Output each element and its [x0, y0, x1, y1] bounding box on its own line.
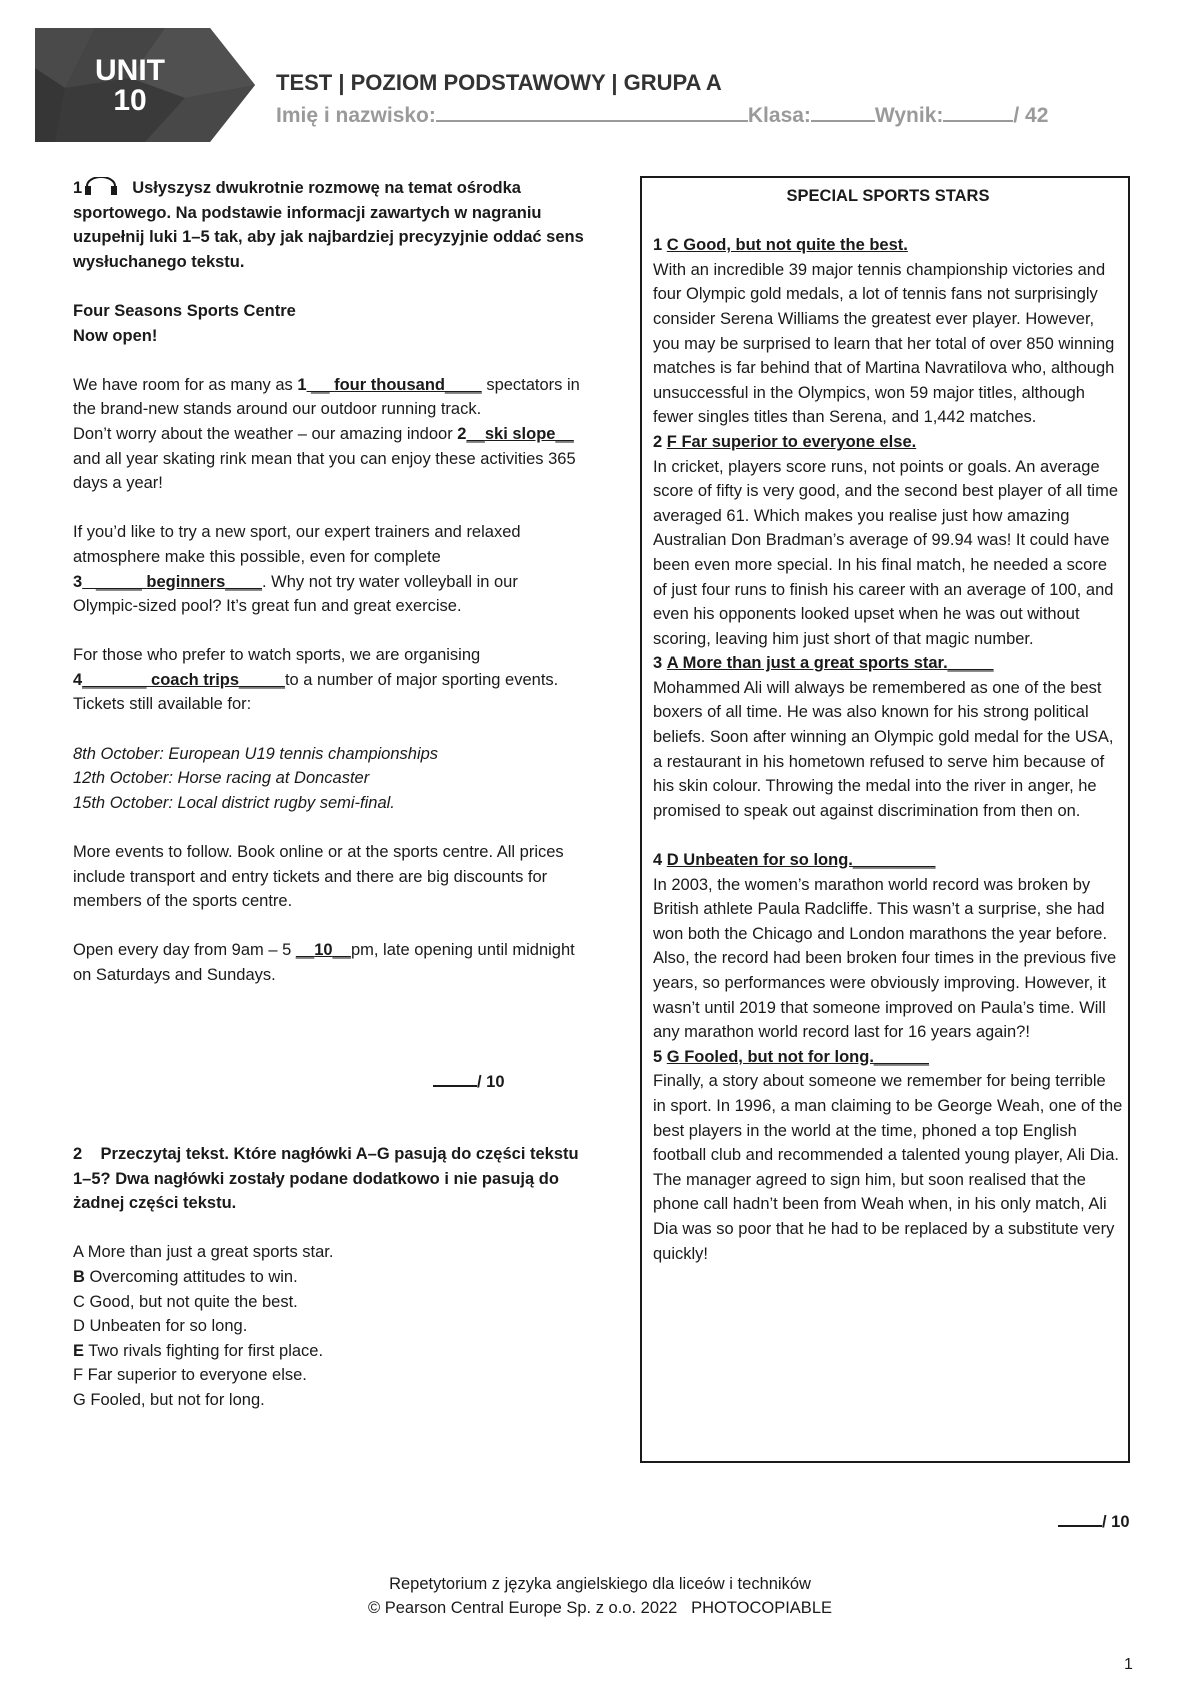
section-2-text: In cricket, players score runs, not points or goals. An average score of fifty is very good, and the second best player of all time averaged 61. Which makes you realise just how amazing Australian Don Bradman’s average of 99.94 was! It could have been even more special. In his final match, he needed a score of just four runs to finish his career with an average of 100, and even his opponents looked upset when he was out without scoring, leaving him just short of that magic number. [653, 457, 1118, 648]
footer-line-2: © Pearson Central Europe Sp. z o.o. 2022 PHOTOCOPIABLE [368, 1599, 832, 1617]
heading-text: More than just a great sports star. [83, 1243, 334, 1262]
class-field[interactable] [811, 102, 875, 122]
heading-letter: B [73, 1267, 85, 1286]
section-2-heading [653, 430, 1123, 455]
text-title: Four Seasons Sports Centre [73, 301, 296, 320]
header-fields [276, 102, 1048, 128]
section-answer[interactable]: G Fooled, but not for long. [666, 1047, 874, 1066]
heading-e [73, 1339, 585, 1364]
gap4-number: 4 [73, 670, 83, 689]
p6-text-after: pm, late opening until midnight on Saturdays and Sundays. [73, 941, 575, 984]
heading-text: Overcoming attitudes to win. [84, 1267, 298, 1286]
heading-f [73, 1363, 585, 1388]
event-1: 8th October: European U19 tennis championships [73, 744, 439, 763]
task2-score-field[interactable] [1058, 1511, 1102, 1527]
text-subtitle: Now open! [73, 326, 158, 345]
task1-score-total: / 10 [477, 1073, 505, 1091]
footer-line-1: Repetytorium z języka angielskiego dla liceów i techników [389, 1575, 811, 1593]
heading-text: Two rivals fighting for first place. [84, 1341, 324, 1360]
section-answer[interactable]: D Unbeaten for so long. [666, 851, 853, 870]
name-label: Imię i nazwisko: [276, 104, 436, 127]
task1-score-field[interactable] [433, 1071, 477, 1087]
p4-text: For those who prefer to watch sports, we are organising [73, 646, 481, 665]
section-number: 1 [653, 236, 663, 255]
heading-letter: D [73, 1317, 85, 1336]
class-label: Klasa: [747, 104, 811, 127]
task2-left [73, 1142, 585, 1413]
heading-a [73, 1240, 585, 1265]
section-number: 5 [653, 1047, 663, 1066]
section-number: 3 [653, 654, 663, 673]
heading-letter: C [73, 1292, 85, 1311]
task2-score [1058, 1511, 1130, 1532]
task2-number: 2 [73, 1145, 83, 1163]
task1-instruction-text: Usłyszysz dwukrotnie rozmowę na temat ośrodka sportowego. Na podstawie informacji zawartych w nagraniu uzupełnij luki 1–5 tak, aby jak najbardziej precyzyjnie oddać sens wysłuchanego tekstu. [73, 179, 584, 271]
gap4-answer[interactable]: coach trips [151, 670, 240, 689]
event-2: 12th October: Horse racing at Doncaster [73, 769, 370, 788]
section-3-text: Mohammed Ali will always be remembered as one of the best boxers of all time. He was also known for his strong political beliefs. Soon after winning an Olympic gold medal for the USA, a restaurant in his hometown refused to serve him because of his skin colour. Throwing the medal into the river in anger, he promised to speak out against discrimination from then on. [653, 678, 1114, 820]
p4-text-after: to a number of major sporting events. Tickets still available for: [73, 670, 559, 714]
section-number: 2 [653, 432, 663, 451]
heading-c [73, 1290, 585, 1315]
task2-instruction-text: Przeczytaj tekst. Które nagłówki A–G pasują do części tekstu 1–5? Dwa nagłówki zostały podane dodatkowo i nie pasują do żadnej części tekstu. [73, 1145, 579, 1213]
gap2-answer[interactable]: ski slope [484, 424, 556, 443]
p1-text: We have room for as many as [73, 375, 298, 394]
heading-text: Good, but not quite the best. [84, 1292, 298, 1311]
heading-letter: G [73, 1390, 86, 1409]
section-5-heading: 5 G Fooled, but not for long.______ [653, 1047, 929, 1066]
heading-text: Far superior to everyone else. [83, 1366, 307, 1385]
score-total: / 42 [1013, 104, 1049, 127]
unit-number: 10 [113, 84, 147, 117]
heading-text: Unbeaten for so long. [84, 1317, 248, 1336]
paragraph-5: More events to follow. Book online or at the sports centre. All prices include transport and entry tickets and there are big discounts for members of the sports centre. [73, 843, 564, 911]
test-title: TEST | POZIOM PODSTAWOWY | GRUPA A [276, 70, 722, 95]
task2-instruction [73, 1142, 585, 1216]
gap2-number: 2 [457, 424, 467, 443]
gap3-number: 3 [73, 572, 83, 591]
paragraph-4: For those who prefer to watch sports, we are organising 4_______ coach trips_____to a number of major sporting events. Tickets still available for: [73, 646, 559, 714]
p1-text-after: spectators in the brand-new stands around our outdoor running track. [73, 375, 580, 419]
section-5-text: Finally, a story about someone we remember for being terrible in sport. In 1996, a man claiming to be George Weah, one of the best players in the world at the time, phoned a top English football club and recommended a talented young player, Ali Dia. The manager agreed to sign him, but soon realised that the phone call hadn’t been from Weah when, in his only match, Ali Dia was so poor that he had to be replaced by a substitute very quickly! [653, 1072, 1123, 1263]
p3-text: If you’d like to try a new sport, our expert trainers and relaxed atmosphere make this possible, even for complete [73, 523, 521, 566]
left-column [73, 176, 585, 988]
task2-score-total: / 10 [1102, 1513, 1130, 1531]
section-answer[interactable]: C Good, but not quite the best. [666, 236, 908, 255]
heading-text: Fooled, but not for long. [85, 1390, 265, 1409]
p3-text-after: . Why not try water volleyball in our Olympic-sized pool? It’s great fun and great exercise. [73, 572, 518, 616]
section-1-heading [653, 233, 1123, 258]
name-field[interactable] [436, 102, 748, 122]
paragraph-6: Open every day from 9am – 5 __10__pm, late opening until midnight on Saturdays and Sundays. [73, 941, 575, 984]
gap3-answer[interactable]: beginners [146, 572, 226, 591]
heading-g [73, 1388, 585, 1413]
event-3: 15th October: Local district rugby semi-final. [73, 793, 395, 812]
p2-text: Don’t worry about the weather – our amazing indoor [73, 424, 458, 443]
unit-word: UNIT [95, 54, 165, 87]
audio-headphones-icon [84, 177, 118, 195]
section-answer[interactable]: F Far superior to everyone else. [666, 432, 917, 451]
reading-text [653, 184, 1123, 1266]
heading-letter: A [73, 1243, 84, 1262]
gap1-answer[interactable]: four thousand [334, 375, 445, 394]
section-4-text: In 2003, the women’s marathon world record was broken by British athlete Paula Radcliffe. This wasn’t a surprise, she had won both the Chicago and London marathons the year before. Also, the record had been broken four times in the previous five years, so performances were obviously improving. However, it wasn’t until 2019 that someone improved on Paula’s time. Will any marathon world record last for 16 years again?! [653, 875, 1117, 1042]
gap5-answer[interactable]: 10 [314, 941, 333, 960]
reading-title: SPECIAL SPORTS STARS [786, 187, 990, 205]
paragraph-1: We have room for as many as 1 __ four thousand____ spectators in the brand-new stands around our outdoor running track. Don’t worry about the weather – our amazing indoor 2__ski slope__ and all year skating rink mean that you can enjoy these activities 365 days a year! [73, 375, 580, 493]
page-number: 1 [1124, 1656, 1133, 1673]
heading-d [73, 1314, 585, 1339]
score-field[interactable] [943, 102, 1013, 122]
p2-text-after: and all year skating rink mean that you can enjoy these activities 365 days a year! [73, 449, 576, 493]
task1-instruction [73, 176, 585, 274]
task1-number: 1 [73, 179, 83, 197]
p6-text: Open every day from 9am – 5 [73, 941, 296, 960]
section-3-heading: 3 A More than just a great sports star._____ [653, 654, 994, 673]
paragraph-3: If you’d like to try a new sport, our expert trainers and relaxed atmosphere make this possible, even for complete 3 _____ beginners____. Why not try water volleyball in our Olympic-sized pool? It’s great fun and great exercise. [73, 523, 521, 616]
heading-b [73, 1265, 585, 1290]
gap1-number: 1 [297, 375, 307, 394]
score-label: Wynik: [874, 104, 944, 127]
heading-letter: E [73, 1341, 85, 1360]
unit-label [70, 56, 190, 116]
footer [0, 1572, 1200, 1620]
section-4-heading: 4 D Unbeaten for so long._________ [653, 851, 936, 870]
section-1-text: With an incredible 39 major tennis championship victories and four Olympic gold medals, a lot of tennis fans not surprisingly consider Serena Williams the greatest ever player. However, you may be surprised to learn that her total of over 850 winning matches is far behind that of Martina Navratilova who, although unsuccessful in the Olympics, won 59 major titles, although fewer singles titles than Serena, and 1,442 matches. [653, 260, 1115, 427]
section-answer[interactable]: A More than just a great sports star. [666, 654, 948, 673]
task1-score [433, 1071, 505, 1092]
section-number: 4 [653, 851, 663, 870]
heading-letter: F [73, 1366, 84, 1385]
